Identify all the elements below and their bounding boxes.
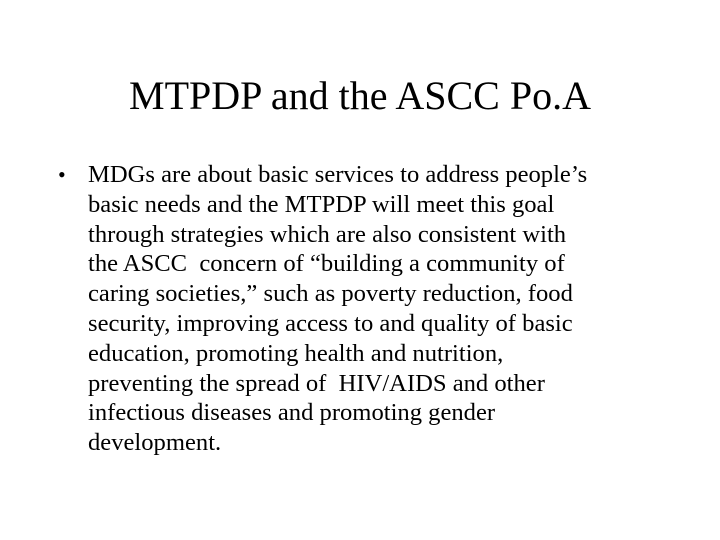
slide-title: MTPDP and the ASCC Po.A bbox=[129, 73, 591, 118]
bullet-line: MDGs are about basic services to address people’s bbox=[88, 161, 588, 188]
bullet-list bbox=[58, 160, 648, 458]
bullet-line: education, promoting health and nutrition, bbox=[88, 339, 504, 367]
bullet-line: caring societies,” such as poverty reduction, food bbox=[88, 280, 573, 308]
bullet-line: preventing the spread of HIV/AIDS and other bbox=[88, 369, 545, 397]
bullet-line: the ASCC concern of “building a community of bbox=[88, 250, 565, 278]
bullet-line: through strategies which are also consistent with bbox=[88, 220, 567, 248]
bullet-marker: • bbox=[58, 162, 66, 187]
bullet-line: development. bbox=[88, 429, 222, 457]
bullet-line: security, improving access to and quality of basic bbox=[88, 309, 573, 337]
bullet-line: basic needs and the MTPDP will meet this goal bbox=[88, 190, 555, 218]
bullet-item bbox=[58, 160, 648, 458]
bullet-line: infectious diseases and promoting gender bbox=[88, 399, 496, 427]
bullet-text bbox=[88, 160, 648, 458]
